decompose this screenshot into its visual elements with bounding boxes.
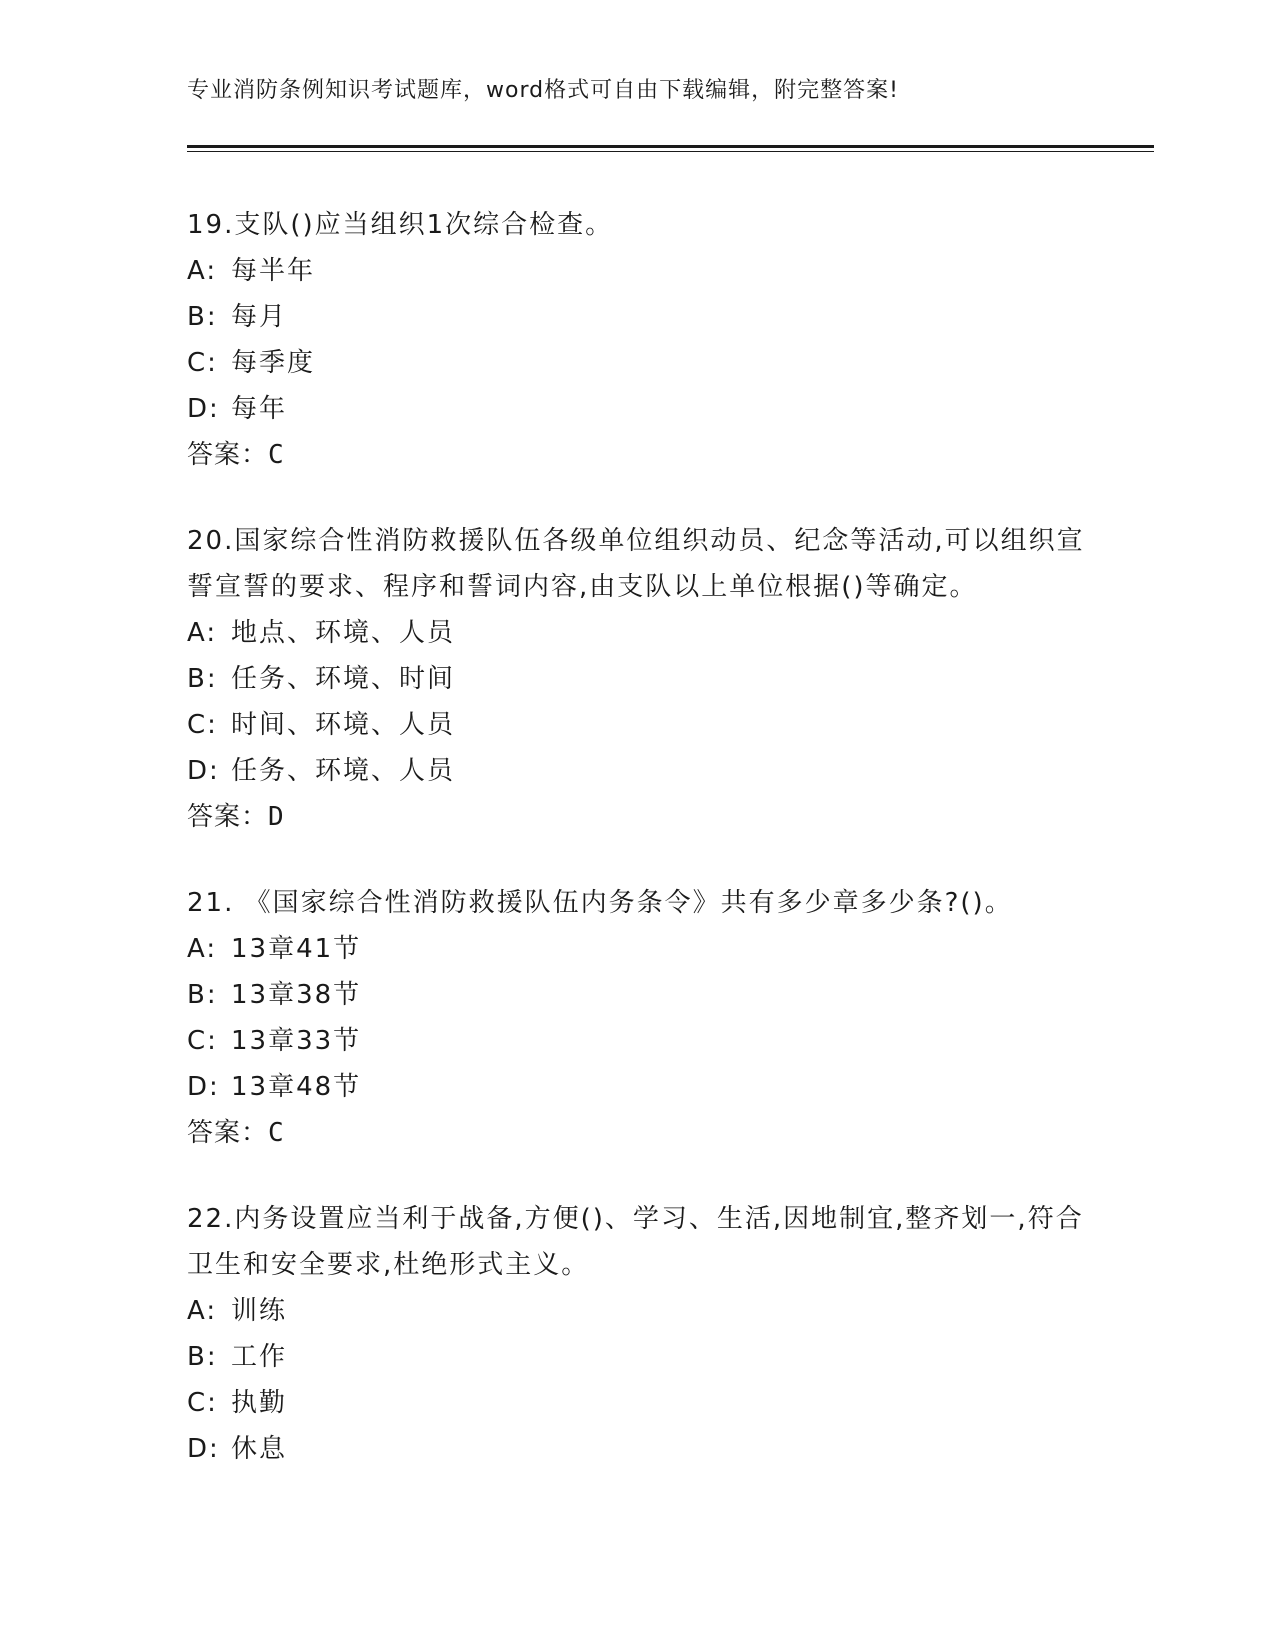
option-b — [187, 1334, 1087, 1380]
option-key: A: — [187, 256, 218, 286]
question-19 — [187, 202, 1087, 478]
option-key: B: — [187, 664, 218, 694]
answer-line — [187, 1110, 1087, 1156]
option-text: 每季度 — [231, 348, 316, 378]
option-d — [187, 1426, 1087, 1472]
option-a — [187, 610, 1087, 656]
option-text: 工作 — [231, 1342, 288, 1372]
option-c — [187, 1018, 1087, 1064]
option-text: 执勤 — [231, 1388, 288, 1418]
answer-line — [187, 432, 1087, 478]
question-22 — [187, 1196, 1087, 1472]
option-b — [187, 294, 1087, 340]
option-text: 任务、环境、时间 — [231, 664, 456, 694]
option-key: D: — [187, 394, 220, 424]
question-list — [187, 202, 1087, 1512]
option-text: 地点、环境、人员 — [231, 618, 456, 648]
option-key: B: — [187, 1342, 218, 1372]
option-c — [187, 340, 1087, 386]
option-b — [187, 972, 1087, 1018]
option-text: 任务、环境、人员 — [231, 756, 456, 786]
option-key: D: — [187, 1072, 220, 1102]
option-key: D: — [187, 756, 220, 786]
answer-value: D — [268, 802, 285, 832]
option-text: 13章48节 — [231, 1072, 362, 1102]
question-text: 19.支队()应当组织1次综合检查。 — [187, 210, 614, 240]
option-c — [187, 1380, 1087, 1426]
answer-value: C — [268, 1118, 285, 1148]
option-key: C: — [187, 348, 218, 378]
option-key: A: — [187, 618, 218, 648]
option-key: B: — [187, 302, 218, 332]
option-a — [187, 926, 1087, 972]
option-d — [187, 386, 1087, 432]
option-d — [187, 748, 1087, 794]
option-c — [187, 702, 1087, 748]
option-key: C: — [187, 1026, 218, 1056]
question-text: 20.国家综合性消防救援队伍各级单位组织动员、纪念等活动,可以组织宣誓宣誓的要求、程序和誓词内容,由支队以上单位根据()等确定。 — [187, 526, 1085, 602]
option-text: 13章38节 — [231, 980, 362, 1010]
option-a — [187, 248, 1087, 294]
option-text: 每月 — [231, 302, 288, 332]
question-20 — [187, 518, 1087, 840]
option-a — [187, 1288, 1087, 1334]
answer-value: C — [268, 440, 285, 470]
option-key: B: — [187, 980, 218, 1010]
answer-label: 答案： — [187, 1118, 269, 1148]
option-key: A: — [187, 1296, 218, 1326]
option-key: C: — [187, 1388, 218, 1418]
answer-label: 答案： — [187, 440, 269, 470]
option-text: 训练 — [231, 1296, 288, 1326]
option-text: 13章41节 — [231, 934, 362, 964]
page-header: 专业消防条例知识考试题库，word格式可自由下载编辑，附完整答案! — [187, 78, 899, 103]
header-divider-thin — [187, 151, 1154, 152]
option-key: D: — [187, 1434, 220, 1464]
answer-line — [187, 794, 1087, 840]
option-key: A: — [187, 934, 218, 964]
header-divider-thick — [187, 145, 1154, 148]
option-text: 每年 — [231, 394, 288, 424]
option-key: C: — [187, 710, 218, 740]
answer-label: 答案： — [187, 802, 269, 832]
question-21 — [187, 880, 1087, 1156]
option-text: 13章33节 — [231, 1026, 362, 1056]
question-text: 21. 《国家综合性消防救援队伍内务条令》共有多少章多少条?()。 — [187, 888, 1013, 918]
question-text: 22.内务设置应当利于战备,方便()、学习、生活,因地制宜,整齐划一,符合卫生和安全要求,杜绝形式主义。 — [187, 1204, 1084, 1280]
option-text: 休息 — [231, 1434, 288, 1464]
option-text: 每半年 — [231, 256, 316, 286]
option-text: 时间、环境、人员 — [231, 710, 456, 740]
option-b — [187, 656, 1087, 702]
option-d — [187, 1064, 1087, 1110]
